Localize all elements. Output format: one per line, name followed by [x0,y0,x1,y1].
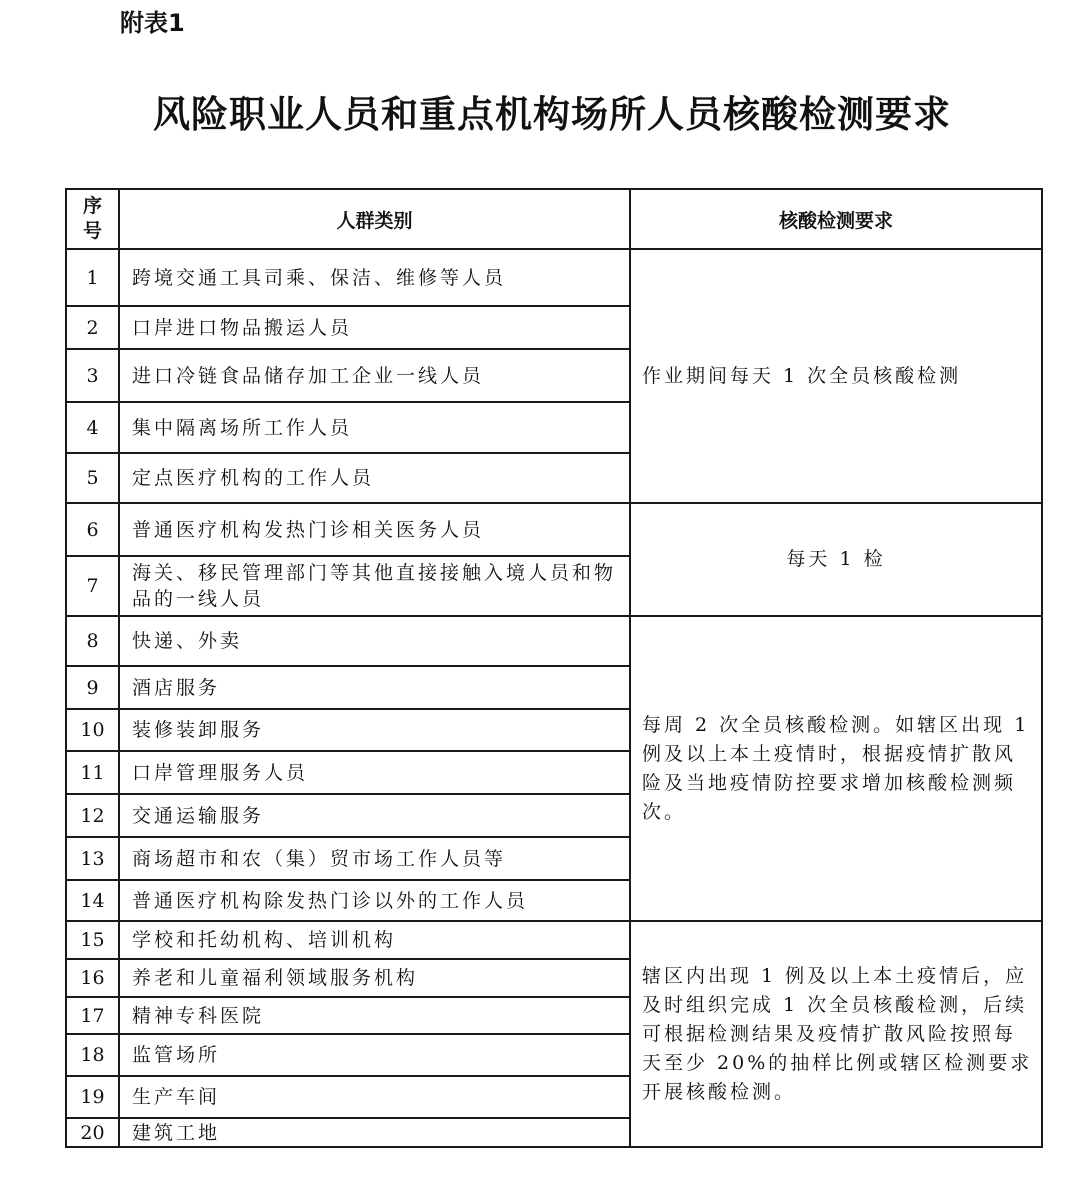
row-seq: 10 [66,709,119,751]
row-seq: 11 [66,751,119,794]
table-row [66,249,1042,306]
requirement-cell: 辖区内出现 1 例及以上本土疫情后，应及时组织完成 1 次全员核酸检测，后续可根据检测结果及疫情扩散风险按照每天至少 20%的抽样比例或辖区检测要求开展核酸检测。 [630,921,1042,1147]
row-group: 酒店服务 [119,666,630,709]
row-group: 装修装卸服务 [119,709,630,751]
row-group: 普通医疗机构除发热门诊以外的工作人员 [119,880,630,921]
row-seq: 5 [66,453,119,503]
row-group: 口岸进口物品搬运人员 [119,306,630,349]
row-seq: 20 [66,1118,119,1147]
row-group: 海关、移民管理部门等其他直接接触入境人员和物品的一线人员 [119,556,630,616]
row-seq: 15 [66,921,119,959]
row-seq: 4 [66,402,119,453]
requirement-cell: 作业期间每天 1 次全员核酸检测 [630,249,1042,503]
row-group: 交通运输服务 [119,794,630,837]
row-group: 定点医疗机构的工作人员 [119,453,630,503]
annex-label: 附表1 [120,9,185,37]
header-group: 人群类别 [119,189,630,249]
row-group: 建筑工地 [119,1118,630,1147]
row-seq: 3 [66,349,119,402]
requirement-cell: 每天 1 检 [630,503,1042,616]
row-seq: 17 [66,997,119,1034]
row-group: 监管场所 [119,1034,630,1076]
row-group: 进口冷链食品储存加工企业一线人员 [119,349,630,402]
row-group: 口岸管理服务人员 [119,751,630,794]
row-seq: 13 [66,837,119,880]
table-row [66,921,1042,959]
row-seq: 1 [66,249,119,306]
table-header-row [66,189,1042,249]
requirements-table [65,188,1043,1148]
row-group: 商场超市和农（集）贸市场工作人员等 [119,837,630,880]
row-seq: 9 [66,666,119,709]
row-group: 生产车间 [119,1076,630,1118]
row-group: 普通医疗机构发热门诊相关医务人员 [119,503,630,556]
row-seq: 2 [66,306,119,349]
row-seq: 16 [66,959,119,997]
header-seq: 序号 [66,189,119,249]
row-seq: 7 [66,556,119,616]
row-seq: 6 [66,503,119,556]
table-row [66,616,1042,666]
table-row [66,503,1042,556]
row-group: 集中隔离场所工作人员 [119,402,630,453]
row-group: 养老和儿童福利领域服务机构 [119,959,630,997]
row-seq: 14 [66,880,119,921]
document-title: 风险职业人员和重点机构场所人员核酸检测要求 [153,93,951,136]
row-seq: 18 [66,1034,119,1076]
row-seq: 12 [66,794,119,837]
row-group: 精神专科医院 [119,997,630,1034]
header-requirement: 核酸检测要求 [630,189,1042,249]
row-group: 快递、外卖 [119,616,630,666]
row-seq: 8 [66,616,119,666]
row-group: 跨境交通工具司乘、保洁、维修等人员 [119,249,630,306]
row-group: 学校和托幼机构、培训机构 [119,921,630,959]
requirement-cell: 每周 2 次全员核酸检测。如辖区出现 1 例及以上本土疫情时，根据疫情扩散风险及当地疫情防控要求增加核酸检测频次。 [630,616,1042,921]
row-seq: 19 [66,1076,119,1118]
